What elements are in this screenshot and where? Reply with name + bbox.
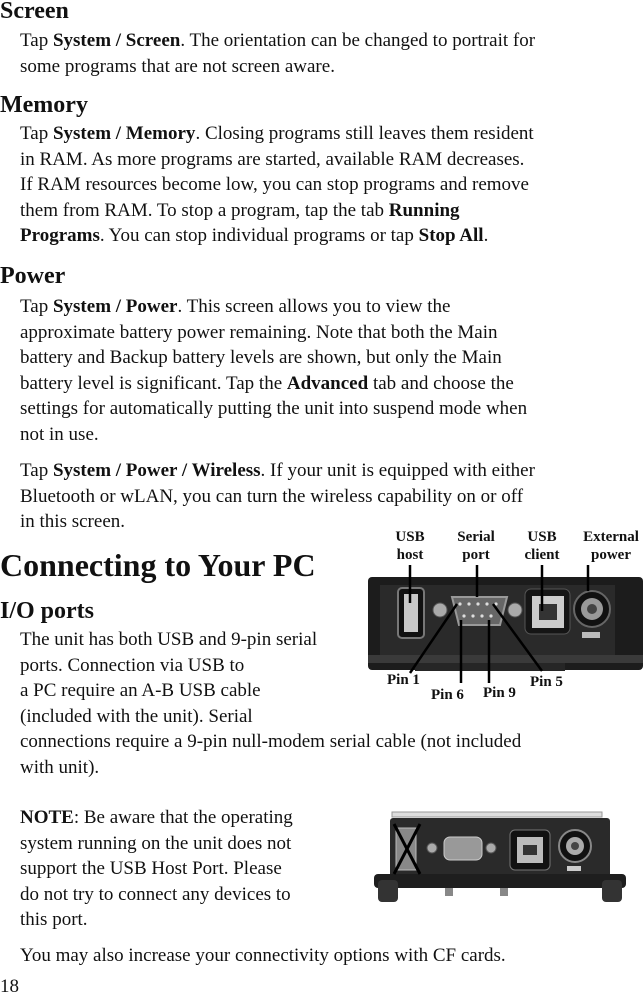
text-line: You may also increase your connectivity options with CF cards.: [20, 945, 506, 966]
heading-memory: Memory: [0, 92, 88, 118]
text-line: (included with the unit). Serial: [20, 705, 253, 727]
text-line: Tap System / Power / Wireless. If your unit is equipped with either: [20, 460, 535, 481]
text-line: some programs that are not screen aware.: [20, 55, 335, 77]
text-line: a PC require an A-B USB cable: [20, 680, 261, 701]
text-line: approximate battery power remaining. Note that both the Main: [20, 321, 498, 343]
text-line: If RAM resources become low, you can stop programs and remove: [20, 174, 529, 195]
paragraph-screen: [20, 28, 535, 79]
heading-power: Power: [0, 263, 66, 289]
paragraph-memory: [20, 121, 534, 249]
label-serial-port: Serial port: [457, 529, 495, 563]
text-line: Bluetooth or wLAN, you can turn the wireless capability on or off: [20, 485, 524, 507]
text-line: ports. Connection via USB to: [20, 654, 245, 676]
text-line: them from RAM. To stop a program, tap the tab Running: [20, 199, 460, 221]
label-external-power: External power: [583, 529, 639, 563]
figure-device-usb-host-crossed: [370, 810, 630, 905]
label-pin-1: Pin 1: [387, 672, 420, 688]
text-line: connections require a 9-pin null-modem serial cable (not included: [20, 731, 522, 752]
text-line: The unit has both USB and 9-pin serial: [20, 629, 318, 650]
text-line: do not try to connect any devices to: [20, 883, 291, 905]
label-pin-5: Pin 5: [530, 674, 563, 690]
text-line: not in use.: [20, 423, 99, 445]
text-line: Tap System / Screen. The orientation can be changed to portrait for: [20, 30, 536, 51]
label-pin-9: Pin 9: [483, 685, 516, 701]
text-line: NOTE: Be aware that the operating: [20, 807, 293, 828]
paragraph-wireless: [20, 458, 535, 535]
text-line: support the USB Host Port. Please: [20, 858, 282, 879]
text-line: in this screen.: [20, 511, 126, 532]
text-line: Programs. You can stop individual programs or tap Stop All.: [20, 225, 489, 246]
text-line: system running on the unit does not: [20, 832, 292, 854]
paragraph-power: [20, 294, 527, 447]
text-line: Tap System / Memory. Closing programs still leaves them resident: [20, 123, 534, 144]
label-usb-host: USB host: [395, 529, 425, 563]
note-usb-host: [20, 805, 293, 933]
heading-connecting: Connecting to Your PC: [0, 547, 316, 583]
paragraph-closing: [20, 943, 506, 969]
text-line: Tap System / Power. This screen allows you to view the: [20, 296, 451, 317]
page-number: 18: [0, 976, 19, 997]
text-line: settings for automatically putting the unit into suspend mode when: [20, 398, 528, 419]
heading-screen: Screen: [0, 0, 69, 24]
text-line: with unit).: [20, 756, 100, 778]
heading-io-ports: I/O ports: [0, 598, 95, 624]
text-line: battery level is significant. Tap the Advanced tab and choose the: [20, 372, 514, 394]
label-pin-6: Pin 6: [431, 687, 464, 703]
label-usb-client: USB client: [524, 529, 560, 563]
text-line: this port.: [20, 909, 88, 930]
figure-ports-diagram: [360, 525, 643, 710]
text-line: in RAM. As more programs are started, available RAM decreases.: [20, 148, 525, 170]
text-line: battery and Backup battery levels are shown, but only the Main: [20, 347, 502, 368]
